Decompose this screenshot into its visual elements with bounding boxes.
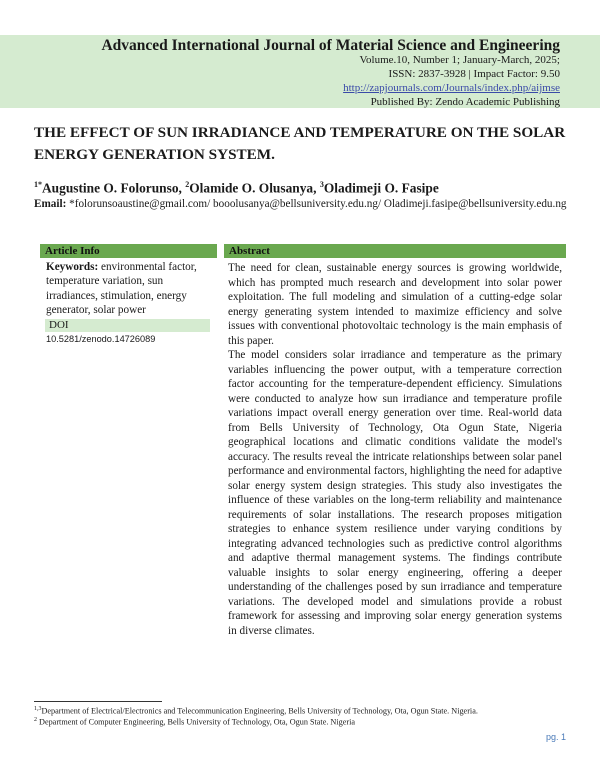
- keywords-block: [40, 258, 217, 318]
- author-list: [34, 180, 439, 196]
- abstract-paragraph-2: The model considers solar irradiance and temperature as the primary variables influencing the power output, with a temperature correction factor accounting for the temperature-dependent efficiency. Simulations were conducted to analyze how sun irradiance and temperature profile variations impact overall energy generation over time. Real-world data from Bells University of Technology, Ota Ogun State, Nigeria geographical locations and climatic conditions validate the model's accuracy. The results reveal the intricate relationships between solar panel performance and environmental factors, highlighting the need for adaptive solar energy system design strategies. This study also investigates the influence of these variables on the long-term reliability and maintenance requirements of solar installations. The research proposes mitigation strategies to enhance system resilience under varying conditions by integrating advanced technologies such as predictive control algorithms and adaptive thermal management systems. The findings contribute valuable insights to solar energy engineering, offering a deeper understanding of the challenges posed by sun irradiance and temperature variations. The developed model and simulations provide a robust framework for assessing and improving solar energy generation systems in diverse climates.: [228, 349, 562, 637]
- doi-label: DOI: [45, 319, 210, 332]
- journal-title: Advanced International Journal of Material Science and Engineering: [101, 37, 560, 54]
- email-addresses: *folorunsoaustine@gmail.com/ booolusanya@bellsuniversity.edu.ng/ Oladimeji.fasipe@bellsuniversity.edu.ng: [69, 198, 567, 210]
- footnote-divider: [34, 701, 162, 702]
- author-2-name: Olamide O. Olusanya,: [189, 180, 320, 196]
- footnote-1: [34, 706, 478, 716]
- page-number: pg. 1: [546, 732, 567, 742]
- email-label: Email:: [34, 198, 70, 210]
- article-info-heading: Article Info: [40, 244, 217, 258]
- author-1-name: Augustine O. Folorunso,: [42, 180, 186, 196]
- footnote-2-text: Department of Computer Engineering, Bells University of Technology, Ota, Ogun State. Nigeria: [37, 717, 355, 727]
- abstract-panel: [224, 244, 566, 638]
- abstract-heading: Abstract: [224, 244, 566, 258]
- journal-header: [0, 35, 600, 108]
- keywords-label: Keywords:: [46, 261, 99, 273]
- journal-volume: Volume.10, Number 1; January-March, 2025;: [359, 54, 560, 66]
- author-3-affiliation: 3: [319, 180, 324, 189]
- abstract-text: [224, 258, 566, 638]
- article-title: THE EFFECT OF SUN IRRADIANCE AND TEMPERATURE ON THE SOLAR ENERGY GENERATION SYSTEM.: [34, 124, 566, 163]
- journal-publisher: Published By: Zendo Academic Publishing: [370, 96, 560, 108]
- footnote-2: [34, 717, 355, 727]
- author-emails: [34, 197, 574, 212]
- journal-url-link[interactable]: http://zapjournals.com/Journals/index.php/aijmse: [343, 82, 560, 94]
- article-info-panel: [40, 244, 217, 344]
- footnote-2-marker: 2: [34, 717, 37, 723]
- keywords-text: environmental factor, temperature variation, sun irradiances, stimulation, energy generator, solar power: [46, 261, 197, 317]
- footnote-1-text: Department of Electrical/Electronics and Telecommunication Engineering, Bells University of Technology, Ota, Ogun State. Nigeria.: [41, 706, 478, 716]
- journal-issn: ISSN: 2837-3928 | Impact Factor: 9.50: [388, 68, 560, 80]
- footnote-1-marker: 1,3: [34, 706, 42, 712]
- author-1-affiliation: 1*: [34, 180, 42, 189]
- author-3-name: Oladimeji O. Fasipe: [323, 180, 439, 196]
- author-2-affiliation: 2: [185, 180, 190, 189]
- doi-value: 10.5281/zenodo.14726089: [46, 333, 156, 344]
- abstract-paragraph-1: The need for clean, sustainable energy sources is growing worldwide, which has prompted much research and development into solar power exploitation. The full modeling and simulation of a cutting-edge solar energy generating system intended to maximize efficiency and solve issues with conventional photovoltaic technology is the main emphasis of this paper.: [228, 262, 562, 347]
